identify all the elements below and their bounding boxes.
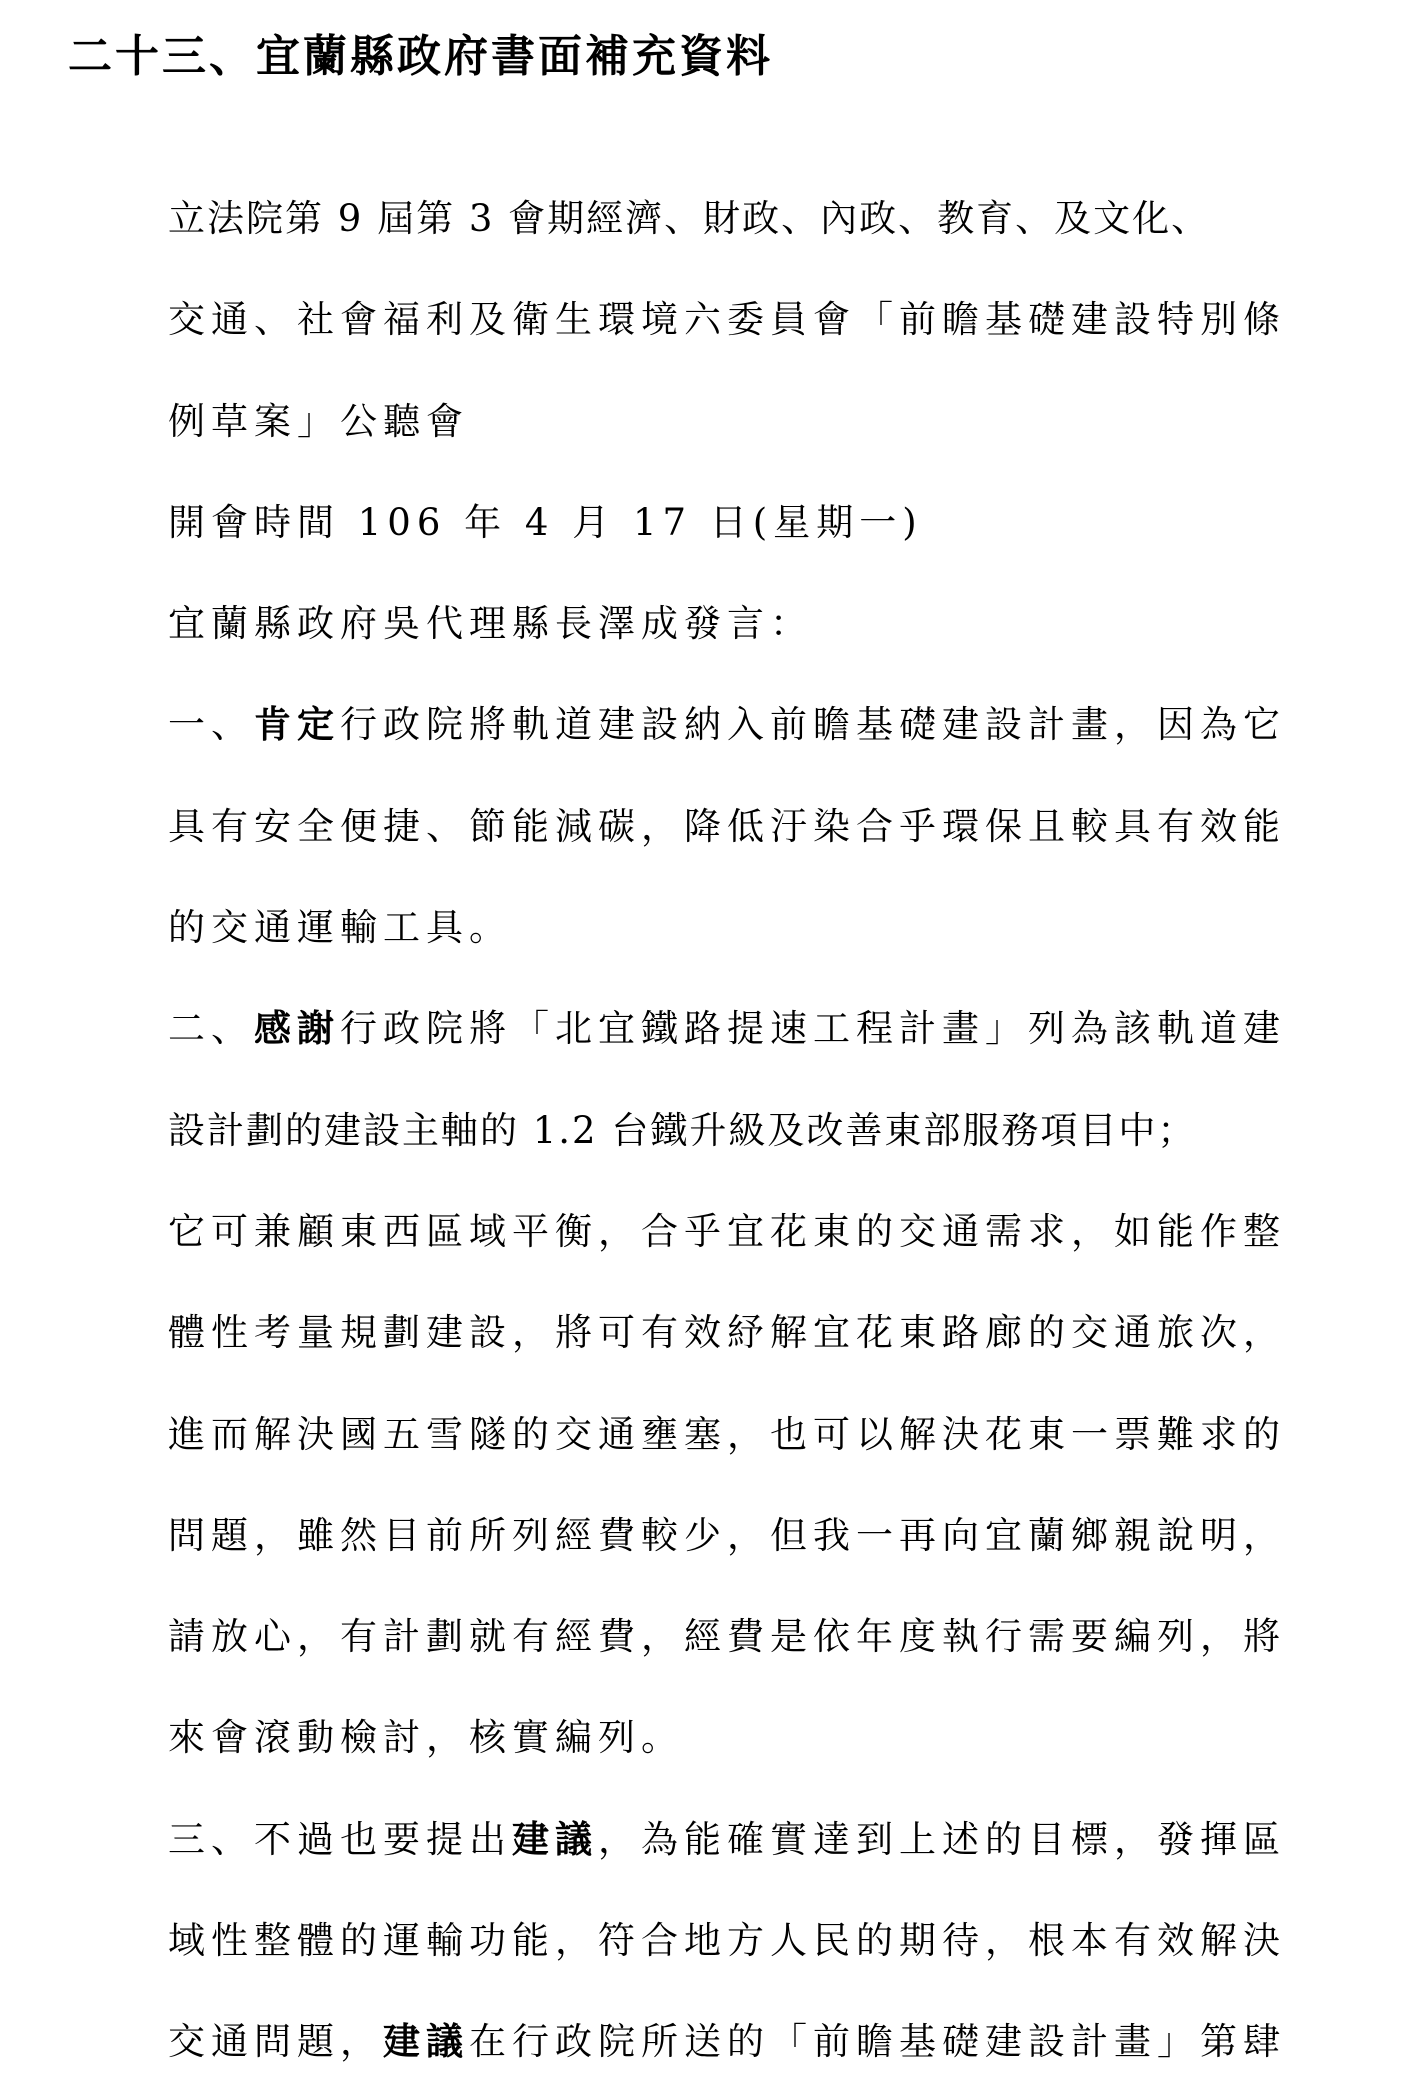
intro-line-1: 立法院第 9 屆第 3 會期經濟、財政、內政、教育、及文化、 [168, 197, 1211, 240]
intro-line-3: 例草案」公聽會 [168, 399, 469, 443]
point-1-line-3: 的交通運輸工具。 [168, 906, 512, 950]
point-2-line-4: 體性考量規劃建設，將可有效紓解宜花東路廊的交通旅次， [168, 1311, 1286, 1355]
point-3-line-3-text-a: 交通問題， [168, 2020, 383, 2064]
intro-line-2: 交通、社會福利及衛生環境六委員會「前瞻基礎建設特別條 [168, 298, 1286, 342]
point-2-line-8: 來會滾動檢討，核實編列。 [168, 1716, 684, 1760]
document-heading: 二十三、宜蘭縣政府書面補充資料 [68, 31, 773, 82]
point-2-line-1-text: 行政院將「北宜鐵路提速工程計畫」列為該軌道建 [340, 1007, 1286, 1051]
point-1-line-2: 具有安全便捷、節能減碳，降低汙染合乎環保且較具有效能 [168, 804, 1286, 848]
point-1-line-1 [168, 674, 1333, 775]
point-2-line-3: 它可兼顧東西區域平衡，合乎宜花東的交通需求，如能作整 [168, 1209, 1286, 1253]
point-3-line-3-emphasis: 建議 [383, 2019, 469, 2064]
point-3-line-1-emphasis: 建議 [512, 1816, 598, 1861]
meeting-time: 開會時間 106 年 4 月 17 日(星期一) [168, 500, 923, 544]
point-1-line-1-text: 行政院將軌道建設納入前瞻基礎建設計畫，因為它 [340, 703, 1286, 747]
point-3-line-1-text-a: 三、不過也要提出 [168, 1817, 512, 1861]
point-2-line-1 [168, 978, 1333, 1079]
point-3-line-3-text-b: 在行政院所送的「前瞻基礎建設計畫」第肆 [469, 2020, 1286, 2064]
speaker-line: 宜蘭縣政府吳代理縣長澤成發言： [168, 602, 813, 646]
point-2-emphasis: 感謝 [254, 1006, 340, 1051]
point-3-line-1-text-b: ，為能確實達到上述的目標，發揮區 [598, 1817, 1286, 1861]
point-1-prefix: 一、 [168, 703, 254, 747]
point-2-line-6: 問題，雖然目前所列經費較少，但我一再向宜蘭鄉親說明， [168, 1513, 1286, 1557]
point-2-prefix: 二、 [168, 1007, 254, 1051]
point-2-line-2: 設計劃的建設主軸的 1.2 台鐵升級及改善東部服務項目中； [168, 1108, 1197, 1152]
point-1-emphasis: 肯定 [254, 702, 340, 747]
point-2-line-5: 進而解決國五雪隧的交通壅塞，也可以解決花東一票難求的 [168, 1412, 1286, 1456]
point-3-line-2: 域性整體的運輸功能，符合地方人民的期待，根本有效解決 [168, 1919, 1286, 1963]
point-3-line-1 [168, 1789, 1333, 1890]
point-3-line-3 [168, 1991, 1333, 2092]
point-2-line-7: 請放心，有計劃就有經費，經費是依年度執行需要編列，將 [168, 1615, 1286, 1659]
document-body [168, 168, 1333, 2093]
